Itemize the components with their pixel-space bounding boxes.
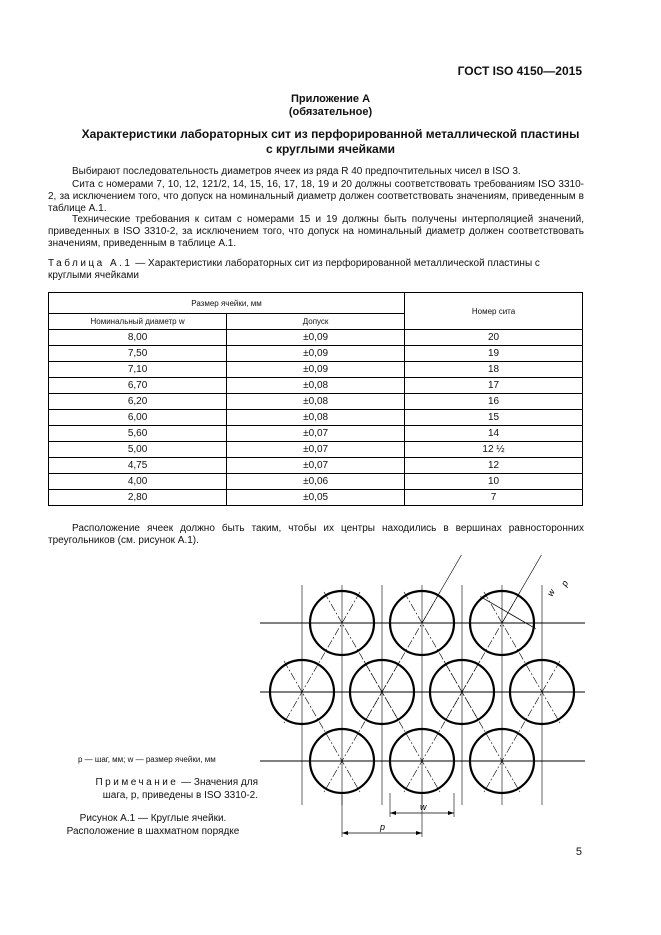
cell-sieve-number: 18 — [405, 362, 583, 378]
cell-diameter: 5,00 — [49, 442, 227, 458]
cell-diameter: 6,20 — [49, 394, 227, 410]
construction-line — [284, 592, 360, 723]
paragraph-3: Технические требования к ситам с номерами 15 и 19 должны быть получены интерполяцией значений, приведенных в ISO 3310-2, за исключением того, что допуск на номинальный диаметр должен соответствовать значениям, приведенным в таблице А.1. — [48, 214, 584, 249]
arrowhead — [390, 811, 396, 815]
header-cell-size: Размер ячейки, мм — [49, 293, 405, 314]
page-number: 5 — [575, 846, 582, 858]
cell-diameter: 4,00 — [49, 474, 227, 490]
note-text: — Значения для шага, p, приведены в ISO 3310-2. — [102, 777, 258, 801]
table-row — [49, 442, 583, 458]
cell-tolerance: ±0,05 — [227, 490, 405, 506]
arrowhead — [416, 831, 422, 835]
cell-tolerance: ±0,07 — [227, 458, 405, 474]
sieve-table — [48, 292, 583, 506]
table-row — [49, 426, 583, 442]
cell-tolerance: ±0,09 — [227, 362, 405, 378]
cell-diameter: 8,00 — [49, 330, 227, 346]
construction-line — [484, 661, 560, 792]
cell-sieve-number: 19 — [405, 346, 583, 362]
construction-line — [284, 661, 360, 792]
table-row — [49, 410, 583, 426]
dimension-label-p-bottom: p — [380, 822, 386, 832]
cell-tolerance: ±0,07 — [227, 442, 405, 458]
staggered-holes-figure — [260, 555, 590, 840]
note-label: Примечание — [95, 777, 179, 788]
cell-sieve-number: 17 — [405, 378, 583, 394]
construction-line — [484, 592, 560, 723]
paragraph-1: Выбирают последовательность диаметров ячеек из ряда R 40 предпочтительных чисел в ISO 3. — [72, 166, 521, 177]
cell-diameter: 4,75 — [49, 458, 227, 474]
table-caption-label: Таблица А.1 — [48, 258, 133, 269]
arrowhead — [342, 831, 348, 835]
cell-tolerance: ±0,08 — [227, 410, 405, 426]
figure-caption: Рисунок А.1 — Круглые ячейки. Расположение в шахматном порядке — [66, 813, 240, 837]
cell-sieve-number: 12 ½ — [405, 442, 583, 458]
cell-tolerance: ±0,08 — [227, 394, 405, 410]
table-row — [49, 474, 583, 490]
annex-heading-line2: с круглыми ячейками — [266, 142, 395, 156]
table-row — [49, 330, 583, 346]
cell-sieve-number: 20 — [405, 330, 583, 346]
cell-diameter: 2,80 — [49, 490, 227, 506]
annex-title: Приложение А — [290, 93, 371, 105]
cell-sieve-number: 16 — [405, 394, 583, 410]
cell-diameter: 6,70 — [49, 378, 227, 394]
cell-sieve-number: 14 — [405, 426, 583, 442]
table-row — [49, 378, 583, 394]
cell-tolerance: ±0,08 — [227, 378, 405, 394]
table-body — [49, 330, 583, 506]
cell-sieve-number: 10 — [405, 474, 583, 490]
cell-tolerance: ±0,07 — [227, 426, 405, 442]
header-cell-sieve-number: Номер сита — [405, 293, 583, 330]
table-caption — [48, 258, 584, 282]
arrowhead — [448, 811, 454, 815]
cell-tolerance: ±0,09 — [227, 346, 405, 362]
extension-line — [422, 555, 477, 623]
cell-diameter: 7,50 — [49, 346, 227, 362]
header-cell-tolerance: Допуск — [227, 314, 405, 330]
table-row — [49, 394, 583, 410]
table-row — [49, 346, 583, 362]
cell-sieve-number: 12 — [405, 458, 583, 474]
extension-line — [502, 555, 550, 623]
cell-diameter: 6,00 — [49, 410, 227, 426]
dimension-line-w — [480, 597, 535, 629]
dimension-label-p-top: p — [559, 578, 571, 588]
cell-sieve-number: 15 — [405, 410, 583, 426]
figure-legend: p — шаг, мм; w — размер ячейки, мм — [78, 755, 216, 764]
document-header: ГОСТ ISO 4150—2015 — [457, 64, 582, 78]
table-row — [49, 458, 583, 474]
dimension-label-w-top: w — [545, 587, 557, 598]
table-row — [49, 490, 583, 506]
cell-diameter: 7,10 — [49, 362, 227, 378]
cell-tolerance: ±0,06 — [227, 474, 405, 490]
dimension-label-w-bottom: w — [420, 802, 427, 812]
table-caption-text: — Характеристики лабораторных сит из перфорированной металлической пластины с круглыми ячейками — [48, 258, 540, 281]
paragraph-2: Сита с номерами 7, 10, 12, 121/2, 14, 15, 16, 17, 18, 19 и 20 должны соответствовать требованиям ISO 3310-2, за исключением того, что допуск на номинальный диаметр должен соответствовать значениям, приведенным в таблице А.1. — [48, 179, 584, 214]
table-row — [49, 362, 583, 378]
annex-heading-line1: Характеристики лабораторных сит из перфорированной металлической пластины — [81, 127, 580, 141]
arrangement-paragraph: Расположение ячеек должно быть таким, чтобы их центры находились в вершинах равносторонних треугольников (см. рисунок А.1). — [48, 523, 584, 546]
cell-diameter: 5,60 — [49, 426, 227, 442]
figure-note — [78, 776, 258, 802]
header-cell-diameter: Номинальный диаметр w — [49, 314, 227, 330]
cell-tolerance: ±0,09 — [227, 330, 405, 346]
annex-status: (обязательное) — [288, 106, 373, 118]
annex-heading — [0, 127, 661, 157]
cell-sieve-number: 7 — [405, 490, 583, 506]
